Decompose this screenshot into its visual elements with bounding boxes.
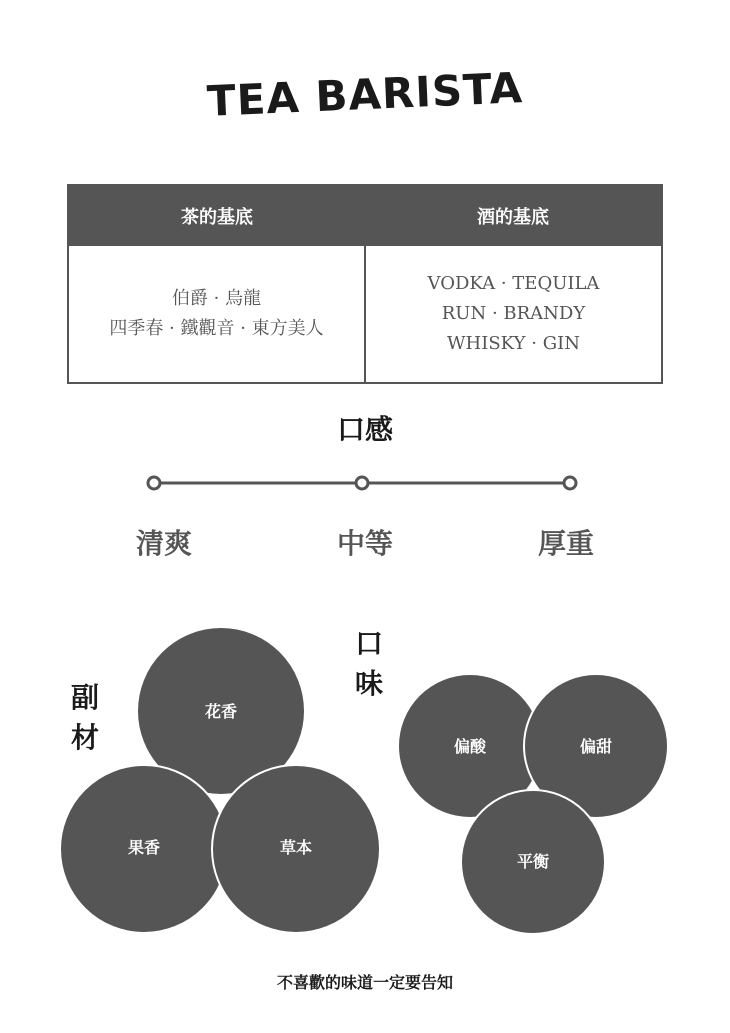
scale-point-light[interactable] <box>148 477 160 489</box>
tea-base-header: 茶的基底 <box>181 207 253 228</box>
mouthfeel-level-light[interactable]: 清爽 <box>135 527 192 560</box>
taste-label-sour: 偏酸 <box>453 737 487 756</box>
base-table-header <box>69 186 661 246</box>
ingredients-title-char: 副 <box>70 681 99 714</box>
liquor-base-line: RUN · BRANDY <box>441 303 586 324</box>
page-title: TEA BARISTA <box>206 63 524 126</box>
mouthfeel-level-heavy[interactable]: 厚重 <box>537 527 594 560</box>
mouthfeel-title: 口感 <box>336 413 393 446</box>
taste-label-balanced: 平衡 <box>516 852 550 871</box>
footer-note: 不喜歡的味道一定要告知 <box>276 973 453 992</box>
tea-base-line: 四季春 · 鐵觀音 · 東方美人 <box>109 318 324 339</box>
liquor-base-line: WHISKY · GIN <box>447 333 580 354</box>
scale-point-medium[interactable] <box>356 477 368 489</box>
taste-label-sweet: 偏甜 <box>579 737 613 756</box>
ingredient-label-floral: 花香 <box>204 702 238 721</box>
ingredient-label-herbal: 草本 <box>279 838 313 857</box>
mouthfeel-scale <box>0 460 730 510</box>
liquor-base-cell <box>366 246 661 382</box>
liquor-base-line: VODKA · TEQUILA <box>427 273 600 294</box>
mouthfeel-level-medium[interactable]: 中等 <box>336 527 393 560</box>
tea-base-cell <box>69 246 366 382</box>
base-table <box>67 184 663 384</box>
ingredient-label-fruity: 果香 <box>127 838 161 857</box>
taste-title-char: 口 <box>354 627 383 660</box>
taste-title-char: 味 <box>354 667 383 700</box>
scale-point-heavy[interactable] <box>564 477 576 489</box>
ingredients-title-char: 材 <box>70 721 99 754</box>
tea-base-line: 伯爵 · 烏龍 <box>171 288 262 309</box>
base-table-body <box>69 246 661 382</box>
liquor-base-header: 酒的基底 <box>477 207 549 228</box>
flavor-circles <box>0 600 730 945</box>
